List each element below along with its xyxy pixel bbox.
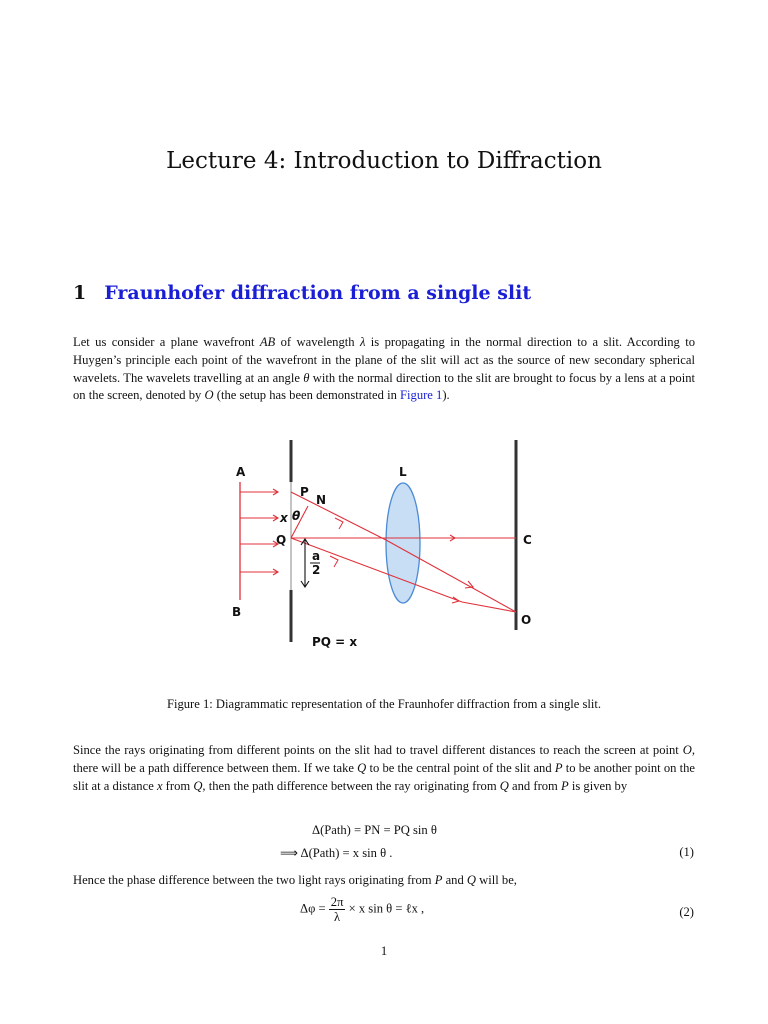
- figure-reference-link[interactable]: Figure 1: [400, 388, 443, 403]
- paragraph-intro: [73, 334, 695, 405]
- text: (the setup has been demonstrated in: [213, 388, 401, 403]
- equation-1-line-2: ⟹ Δ(Path) = x sin θ .: [280, 846, 393, 860]
- equation-2-lhs: Δφ =: [300, 901, 326, 916]
- math-var: Q: [357, 760, 367, 775]
- math-var: P: [434, 873, 443, 887]
- text: and: [442, 873, 467, 887]
- section-number: 1: [73, 282, 87, 304]
- text: ).: [442, 388, 450, 403]
- text: with the normal direction to the slit are brought to focus by a lens at a point on the screen, denoted by: [73, 370, 695, 403]
- text: to be the central point of the slit and: [366, 760, 555, 775]
- label-pq-equation: PQ = x: [312, 635, 358, 649]
- fraction-numerator: 2π: [330, 895, 344, 909]
- section-heading: [73, 282, 531, 304]
- equation-1-line-1: Δ(Path) = PN = PQ sin θ: [312, 823, 437, 837]
- text: from: [162, 778, 194, 793]
- text: Hence the phase difference between the two light rays originating from: [73, 873, 435, 887]
- label-a: A: [236, 465, 246, 479]
- text: is propagating in the normal direction to a slit. According to Huygen’s principle each point of the wavefront in the plane of the slit will act as the source of new secondary spherical wavelets. The wavelets travelling at an angle: [73, 335, 695, 385]
- text: , there will be a path difference between them. If we take: [73, 743, 695, 775]
- text: to be another point on the slit at a distance: [73, 760, 695, 793]
- math-var: Q: [193, 778, 203, 793]
- math-var: Q: [499, 778, 509, 793]
- math-var: P: [554, 760, 563, 775]
- label-o: O: [521, 613, 532, 627]
- label-x: x: [280, 511, 288, 525]
- label-theta: θ: [292, 509, 301, 523]
- label-l: L: [399, 465, 407, 479]
- half-width-arrow: [301, 539, 309, 587]
- math-var: λ: [359, 335, 366, 349]
- fraction-denominator: λ: [334, 910, 341, 924]
- text: , then the path difference between the ray originating from: [202, 778, 500, 793]
- math-var: P: [561, 778, 569, 793]
- label-p: P: [300, 485, 309, 499]
- equation-2-number: (2): [679, 905, 694, 919]
- math-var: x: [156, 778, 163, 793]
- label-b: B: [232, 605, 242, 619]
- math-var: θ: [303, 370, 310, 385]
- text: is given by: [568, 778, 628, 793]
- equation-2-rhs: × x sin θ = ℓx ,: [348, 901, 425, 916]
- text: of wavelength: [275, 335, 360, 349]
- math-var: O: [204, 388, 214, 403]
- figure-caption: Figure 1: Diagrammatic representation of the Fraunhofer diffraction from a single slit.: [166, 697, 602, 711]
- text: will be,: [476, 873, 517, 887]
- math-var: O: [682, 743, 692, 757]
- math-var: Q: [466, 873, 477, 887]
- label-half-a-num: a: [312, 549, 321, 563]
- equation-2: [300, 895, 424, 924]
- label-n: N: [316, 493, 327, 507]
- text: and from: [508, 778, 561, 793]
- paragraph-path-difference: [73, 742, 695, 795]
- equation-1-number: (1): [679, 845, 694, 859]
- math-var: AB: [259, 335, 276, 349]
- label-half-a-den: 2: [312, 563, 321, 577]
- text: Let us consider a plane wavefront: [73, 335, 260, 349]
- section-title: Fraunhofer diffraction from a single slit: [104, 282, 532, 304]
- label-q: Q: [276, 533, 287, 547]
- equation-2-fraction: [329, 895, 346, 924]
- label-c: C: [523, 533, 532, 547]
- diffraction-diagram: [222, 440, 560, 665]
- page-title: Lecture 4: Introduction to Diffraction: [166, 148, 602, 174]
- text: Since the rays originating from different points on the slit had to travel different distances to reach the screen at point: [73, 743, 683, 757]
- paragraph-phase-difference: [73, 872, 695, 890]
- incident-arrows: [240, 489, 278, 575]
- page-number: 1: [380, 944, 388, 958]
